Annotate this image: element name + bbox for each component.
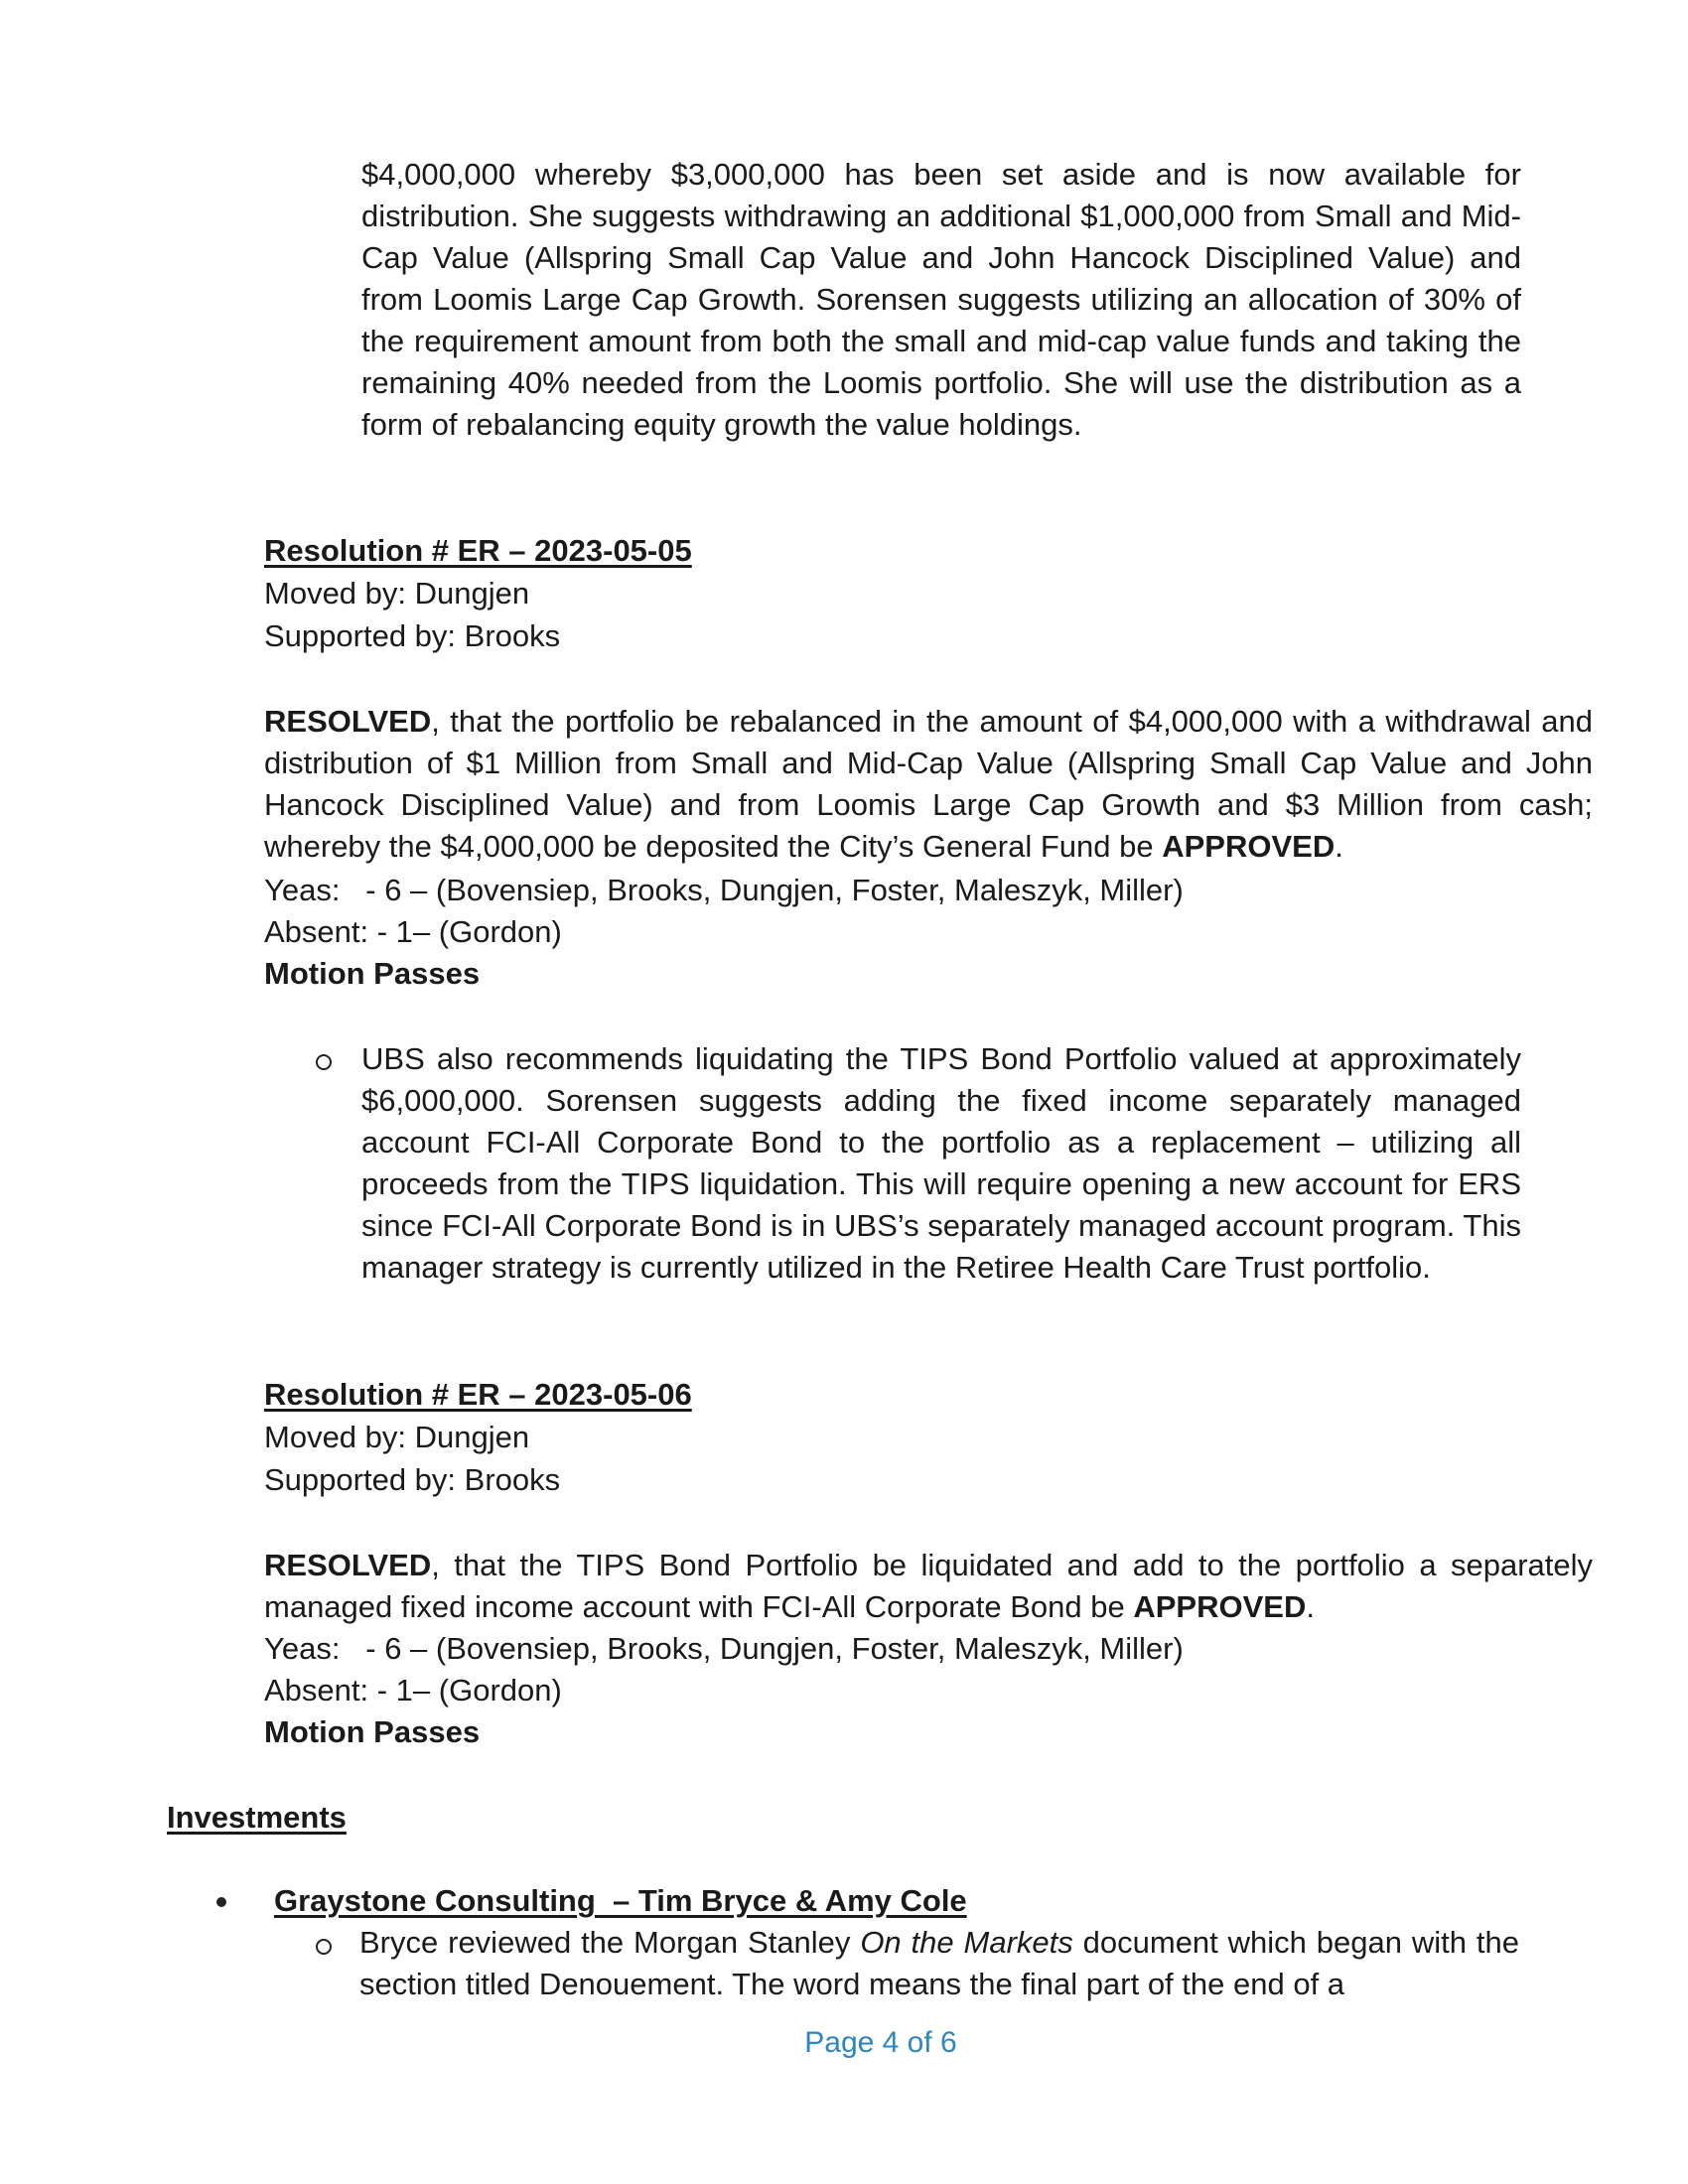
ubs-paragraph-text: UBS also recommends liquidating the TIPS Bond Portfolio valued at approximately $6,000,000. Sorensen suggests adding the fixed income separately managed account FCI-All Corporate Bond to the portfolio as a replacement – utilizing all proceeds from the TIPS liquidation. This will require opening a new account for ERS since FCI-All Corporate Bond is in UBS’s separately managed account program. This manager strategy is currently utilized in the Retiree Health Care Trust portfolio. — [361, 1041, 1521, 1285]
resolution-2-absent: Absent: - 1– (Gordon) — [264, 1673, 562, 1707]
page-number: Page 4 of 6 — [804, 2026, 957, 2059]
resolution-1-resolved-text — [264, 701, 1593, 868]
resolution-2-supported-by: Supported by: Brooks — [264, 1462, 561, 1497]
investments-heading: Investments — [167, 1800, 347, 1835]
resolution-2-body: , that the TIPS Bond Portfolio be liquidated and add to the portfolio a separately managed fixed income account with FCI-All Corporate Bond be — [264, 1548, 1593, 1624]
resolution-2-title: Resolution # ER – 2023-05-06 — [264, 1377, 692, 1412]
resolution-1-supported-by: Supported by: Brooks — [264, 618, 561, 653]
resolution-2-resolved-word: RESOLVED — [264, 1548, 432, 1582]
resolution-1-end: . — [1335, 829, 1343, 864]
resolution-2-yeas: Yeas: - 6 – (Bovensiep, Brooks, Dungjen, Foster, Maleszyk, Miller) — [264, 1631, 1184, 1666]
resolution-1-resolved-word: RESOLVED — [264, 704, 432, 739]
resolution-1-moved-by: Moved by: Dungjen — [264, 576, 530, 611]
resolution-2-end: . — [1306, 1589, 1315, 1624]
bryce-text-after: document which began with the section titled Denouement. The word means the final part of the end of a — [359, 1925, 1519, 2001]
resolution-1-result: Motion Passes — [264, 956, 481, 991]
bullet-dot-icon — [216, 1897, 226, 1907]
graystone-heading: Graystone Consulting – Tim Bryce & Amy Cole — [274, 1883, 967, 1918]
ubs-paragraph — [361, 1038, 1521, 1289]
resolution-2-moved-by: Moved by: Dungjen — [264, 1420, 530, 1454]
resolution-1-body: , that the portfolio be rebalanced in the amount of $4,000,000 with a withdrawal and distribution of $1 Million from Small and Mid-Cap Value (Allspring Small Cap Value and John Hancock Disciplined Value) and from Loomis Large Cap Growth and $3 Million from cash; whereby the $4,000,000 be deposited the City’s General Fund be — [264, 704, 1593, 864]
on-the-markets-title: On the Markets — [860, 1925, 1073, 1960]
bryce-paragraph — [359, 1922, 1519, 2005]
resolution-1-absent: Absent: - 1– (Gordon) — [264, 914, 562, 949]
bryce-text-before: Bryce reviewed the Morgan Stanley — [359, 1925, 861, 1960]
top-paragraph-text: $4,000,000 whereby $3,000,000 has been set aside and is now available for distribution. She suggests withdrawing an additional $1,000,000 from Small and Mid-Cap Value (Allspring Small Cap Value and John Hancock Disciplined Value) and from Loomis Large Cap Growth. Sorensen suggests utilizing an allocation of 30% of the requirement amount from both the small and mid-cap value funds and taking the remaining 40% needed from the Loomis portfolio. She will use the distribution as a form of rebalancing equity growth the value holdings. — [361, 157, 1521, 442]
resolution-2-resolved-text — [264, 1545, 1593, 1628]
resolution-1-title: Resolution # ER – 2023-05-05 — [264, 533, 692, 568]
resolution-1-approved-word: APPROVED — [1162, 829, 1336, 864]
resolution-1-yeas: Yeas: - 6 – (Bovensiep, Brooks, Dungjen, Foster, Maleszyk, Miller) — [264, 873, 1184, 907]
hollow-bullet-icon — [316, 1054, 332, 1070]
hollow-bullet-icon — [316, 1939, 332, 1955]
resolution-2-result: Motion Passes — [264, 1714, 481, 1749]
resolution-2-approved-word: APPROVED — [1133, 1589, 1307, 1624]
top-paragraph — [361, 154, 1521, 446]
